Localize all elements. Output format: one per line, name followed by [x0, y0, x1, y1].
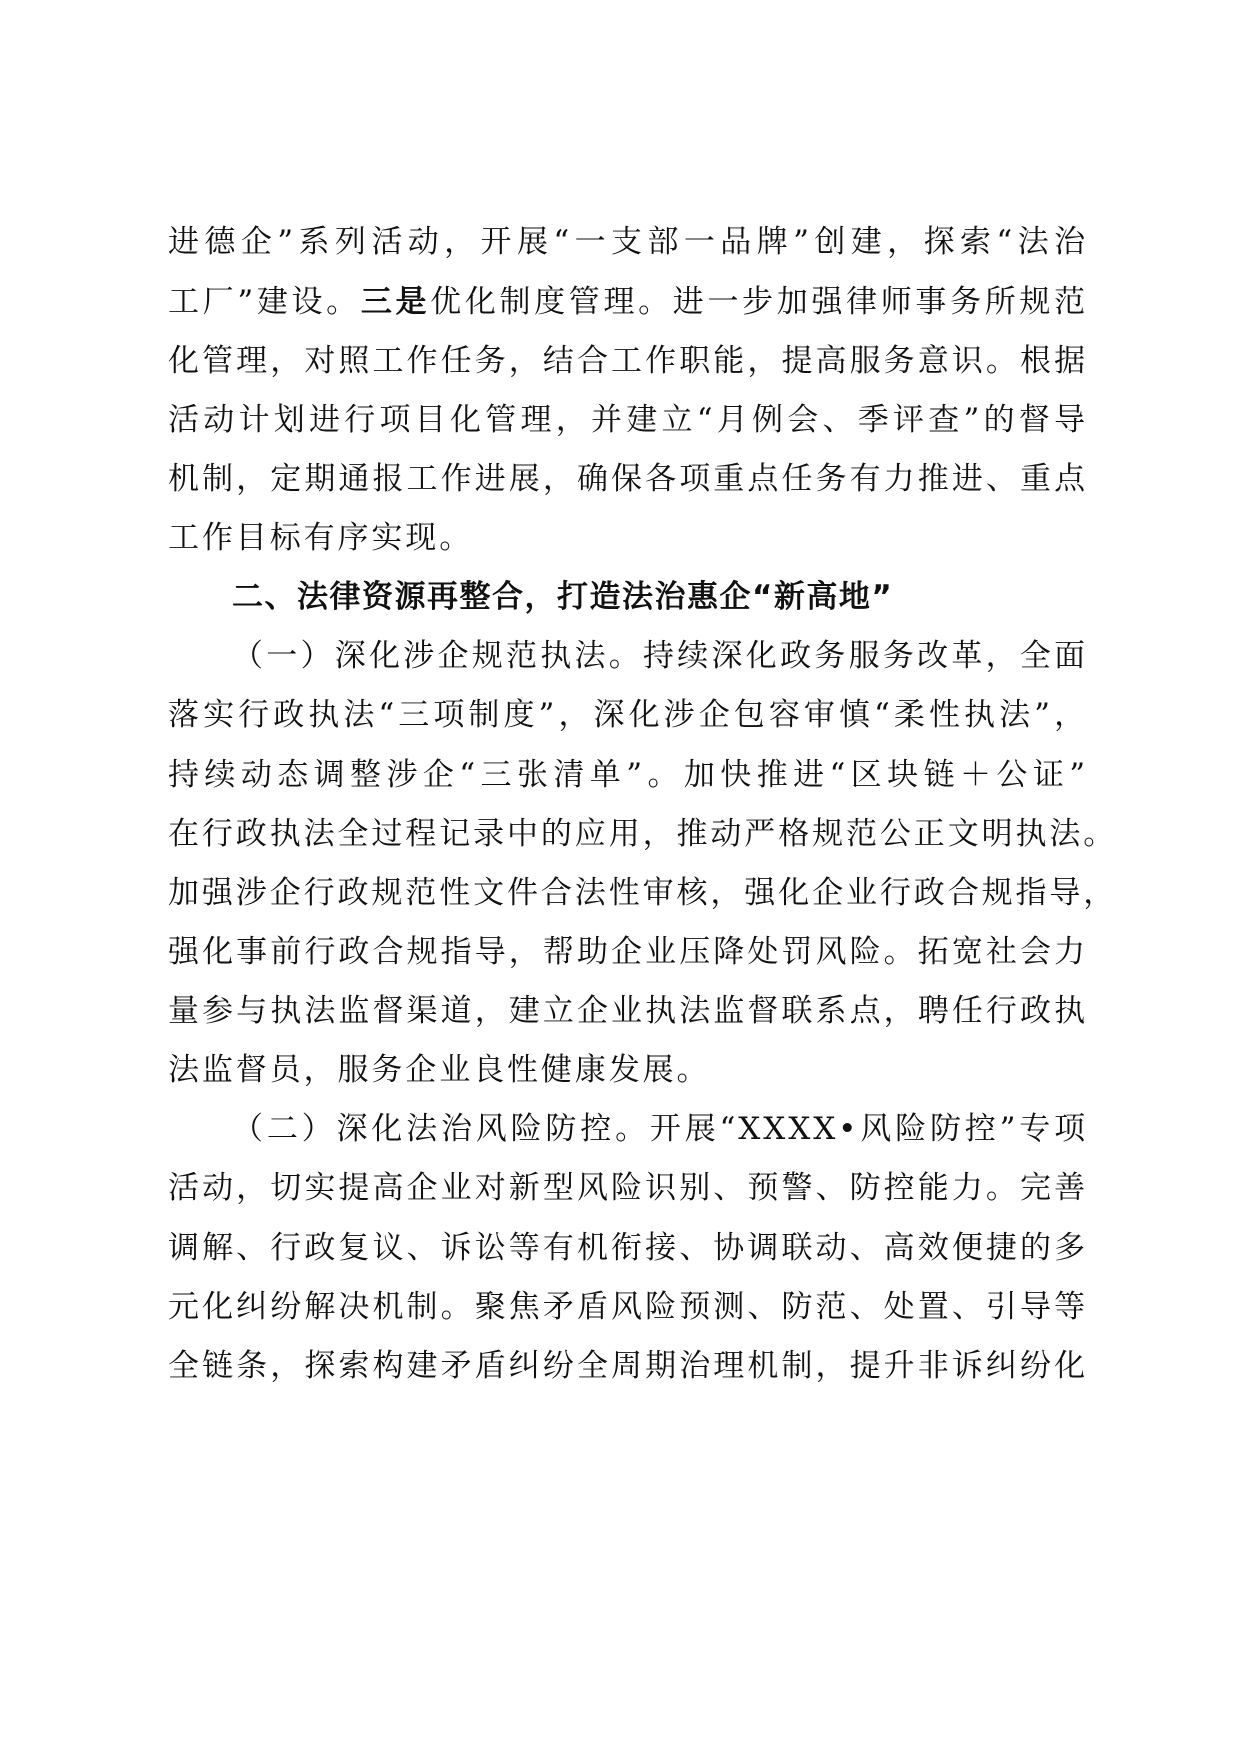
paragraph-3-line-3: 调解、行政复议、诉讼等有机衔接、协调联动、高效便捷的多	[168, 1230, 1088, 1266]
section-heading: 二、法律资源再整合，打造法治惠企“新高地”	[232, 579, 894, 615]
paragraph-2-line-5: 加强涉企行政规范性文件合法性审核，强化企业行政合规指导，	[168, 875, 1118, 911]
paragraph-1-line-3: 化管理，对照工作任务，结合工作职能，提高服务意识。根据	[168, 343, 1088, 379]
paragraph-3-line-1: （二）深化法治风险防控。开展“XXXX•风险防控”专项	[232, 1111, 1088, 1147]
paragraph-3-line-2: 活动，切实提高企业对新型风险识别、预警、防控能力。完善	[168, 1170, 1088, 1206]
paragraph-2-line-6: 强化事前行政合规指导，帮助企业压降处罚风险。拓宽社会力	[168, 934, 1088, 970]
paragraph-1-line-5: 机制，定期通报工作进展，确保各项重点任务有力推进、重点	[168, 461, 1088, 497]
paragraph-1-line-2-after: 优化制度管理。进一步加强律师事务所规范	[430, 284, 1088, 320]
paragraph-1-line-6: 工作目标有序实现。	[168, 520, 474, 556]
paragraph-2-line-2: 落实行政执法“三项制度”，深化涉企包容审慎“柔性执法”，	[168, 697, 1088, 733]
paragraph-1-line-4: 活动计划进行项目化管理，并建立“月例会、季评查”的督导	[168, 402, 1088, 438]
paragraph-2-line-8: 法监督员，服务企业良性健康发展。	[168, 1052, 711, 1088]
paragraph-2-line-4: 在行政执法全过程记录中的应用，推动严格规范公正文明执法。	[168, 816, 1118, 852]
paragraph-3-line-4: 元化纠纷解决机制。聚焦矛盾风险预测、防范、处置、引导等	[168, 1289, 1088, 1325]
paragraph-1-line-2	[168, 282, 1088, 322]
paragraph-2-line-1: （一）深化涉企规范执法。持续深化政务服务改革，全面	[232, 638, 1088, 674]
paragraph-2-line-3: 持续动态调整涉企“三张清单”。加快推进“区块链＋公证”	[168, 757, 1088, 793]
paragraph-1-line-2-bold: 三是	[360, 284, 431, 320]
paragraph-1-line-1: 进德企”系列活动，开展“一支部一品牌”创建，探索“法治	[168, 224, 1088, 260]
paragraph-1-line-2-before: 工厂”建设。	[168, 284, 361, 320]
paragraph-3-line-5: 全链条，探索构建矛盾纠纷全周期治理机制，提升非诉纠纷化	[168, 1348, 1088, 1384]
paragraph-2-line-7: 量参与执法监督渠道，建立企业执法监督联系点，聘任行政执	[168, 993, 1088, 1029]
